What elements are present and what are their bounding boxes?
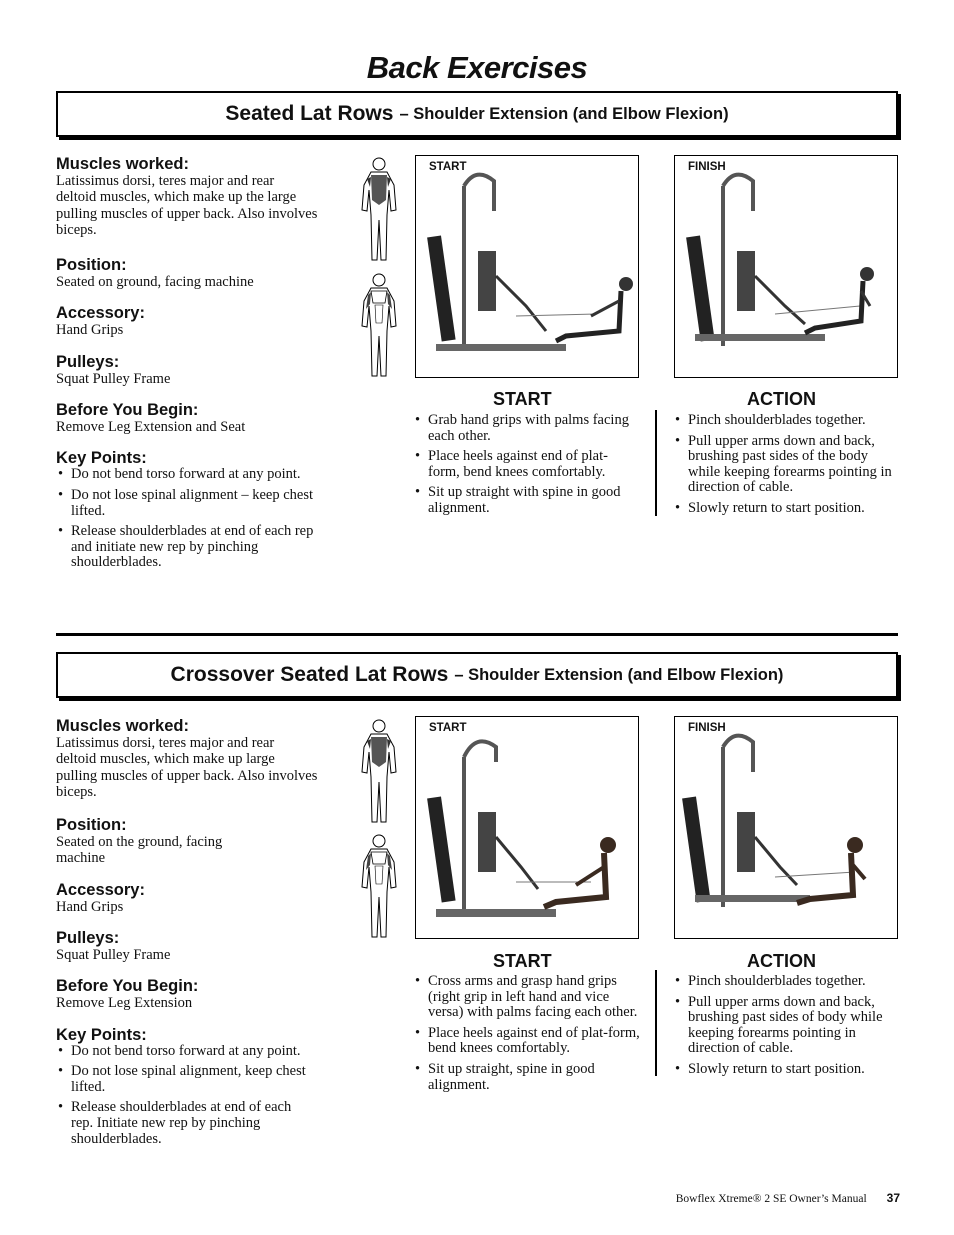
list-item: • Grab hand grips with palms facing each other. xyxy=(413,413,638,444)
list-item: • Place heels against end of plat-form, bend knees comfortably. xyxy=(413,1026,645,1057)
list-item: • Sit up straight with spine in good alignment. xyxy=(413,485,638,516)
muscles-label: Muscles worked: xyxy=(56,717,189,735)
list-item: • Do not lose spinal alignment, keep chest lifted. xyxy=(56,1064,306,1095)
exercise-details xyxy=(56,717,326,1152)
start-photo xyxy=(415,716,639,939)
action-steps-list xyxy=(673,974,895,1083)
pulleys-label: Pulleys: xyxy=(56,929,120,948)
machine-illustration xyxy=(416,717,638,938)
exercise-details xyxy=(56,155,326,576)
anatomy-back-figure xyxy=(356,155,402,265)
exercise-title-box xyxy=(56,91,898,137)
list-item: • Pull upper arms down and back, brushing past sides of the body while keeping forearms pointing in direction of cable. xyxy=(673,434,899,496)
exercise-title-box xyxy=(56,652,898,698)
start-heading: START xyxy=(493,951,552,971)
key-points-label: Key Points: xyxy=(56,1025,147,1044)
before-text: Remove Leg Extension and Seat xyxy=(56,419,246,436)
machine-illustration xyxy=(416,156,638,377)
list-item: • Slowly return to start position. xyxy=(673,1062,895,1078)
list-item: • Do not lose spinal alignment – keep chest lifted. xyxy=(56,488,326,519)
pulleys-text: Squat Pulley Frame xyxy=(56,947,171,964)
action-heading: ACTION xyxy=(747,951,816,971)
list-item: • Do not bend torso forward at any point. xyxy=(56,467,326,483)
page-number: 37 xyxy=(886,1191,900,1205)
exercise-subtitle: – Shoulder Extension (and Elbow Flexion) xyxy=(454,665,784,684)
start-heading: START xyxy=(493,389,552,409)
anatomy-front-figure xyxy=(356,832,402,942)
start-steps-list xyxy=(413,974,645,1098)
column-divider xyxy=(655,410,657,516)
list-item: • Sit up straight, spine in good alignment. xyxy=(413,1062,645,1093)
list-item: • Pinch shoulderblades together. xyxy=(673,413,899,429)
key-points-label: Key Points: xyxy=(56,449,147,468)
position-text: Seated on ground, facing machine xyxy=(56,274,254,291)
photo-tag: FINISH xyxy=(688,161,726,173)
section-divider xyxy=(56,633,898,636)
muscles-text: Latissimus dorsi, teres major and rear deltoid muscles, which make up large pulling muscles of upper back. Also involves biceps. xyxy=(56,735,318,800)
list-item: • Pull upper arms down and back, brushing past sides of body while keeping forearms pointing in direction of cable. xyxy=(673,995,895,1057)
finish-photo xyxy=(674,716,898,939)
page-title: Back Exercises xyxy=(366,50,588,85)
pulleys-text: Squat Pulley Frame xyxy=(56,370,171,387)
action-steps-list xyxy=(673,413,899,522)
start-photo xyxy=(415,155,639,378)
exercise-subtitle: – Shoulder Extension (and Elbow Flexion) xyxy=(399,104,729,123)
exercise-title: Crossover Seated Lat Rows xyxy=(170,663,449,686)
column-divider xyxy=(655,970,657,1076)
list-item: • Cross arms and grasp hand grips (right grip in left hand and vice versa) with palms facing each other. xyxy=(413,974,645,1021)
page-footer xyxy=(676,1191,900,1205)
start-steps-list xyxy=(413,413,638,522)
accessory-text: Hand Grips xyxy=(56,322,124,339)
manual-title: Bowflex Xtreme® 2 SE Owner’s Manual xyxy=(675,1193,867,1205)
machine-illustration xyxy=(675,717,897,938)
accessory-text: Hand Grips xyxy=(56,898,124,915)
key-points-list xyxy=(56,1044,306,1148)
list-item: • Do not bend torso forward at any point. xyxy=(56,1044,306,1060)
key-points-list xyxy=(56,467,326,571)
exercise-title: Seated Lat Rows xyxy=(225,102,394,125)
pulleys-label: Pulleys: xyxy=(56,352,120,371)
list-item: • Release shoulderblades at end of each rep and initiate new rep by pinching shoulderblades. xyxy=(56,524,326,571)
finish-photo xyxy=(674,155,898,378)
photo-tag: FINISH xyxy=(688,722,726,734)
before-label: Before You Begin: xyxy=(56,977,199,996)
position-label: Position: xyxy=(56,256,127,275)
list-item: • Place heels against end of plat-form, bend knees comfortably. xyxy=(413,449,638,480)
list-item: • Slowly return to start position. xyxy=(673,501,899,517)
before-label: Before You Begin: xyxy=(56,401,199,420)
before-text: Remove Leg Extension xyxy=(56,995,193,1012)
machine-illustration xyxy=(675,156,897,377)
anatomy-back-figure xyxy=(356,717,402,827)
position-text: Seated on the ground, facing machine xyxy=(56,834,223,867)
muscles-text: Latissimus dorsi, teres major and rear deltoid muscles, which make up the large pulling muscles of upper back. Also involves biceps. xyxy=(56,173,318,238)
list-item: • Pinch shoulderblades together. xyxy=(673,974,895,990)
accessory-label: Accessory: xyxy=(56,304,145,323)
action-heading: ACTION xyxy=(747,389,816,409)
list-item: • Release shoulderblades at end of each rep. Initiate new rep by pinching shoulderblades. xyxy=(56,1100,306,1147)
anatomy-front-figure xyxy=(356,271,402,381)
muscles-label: Muscles worked: xyxy=(56,155,189,173)
photo-tag: START xyxy=(429,722,467,734)
position-label: Position: xyxy=(56,816,127,835)
photo-tag: START xyxy=(429,161,467,173)
accessory-label: Accessory: xyxy=(56,880,145,899)
